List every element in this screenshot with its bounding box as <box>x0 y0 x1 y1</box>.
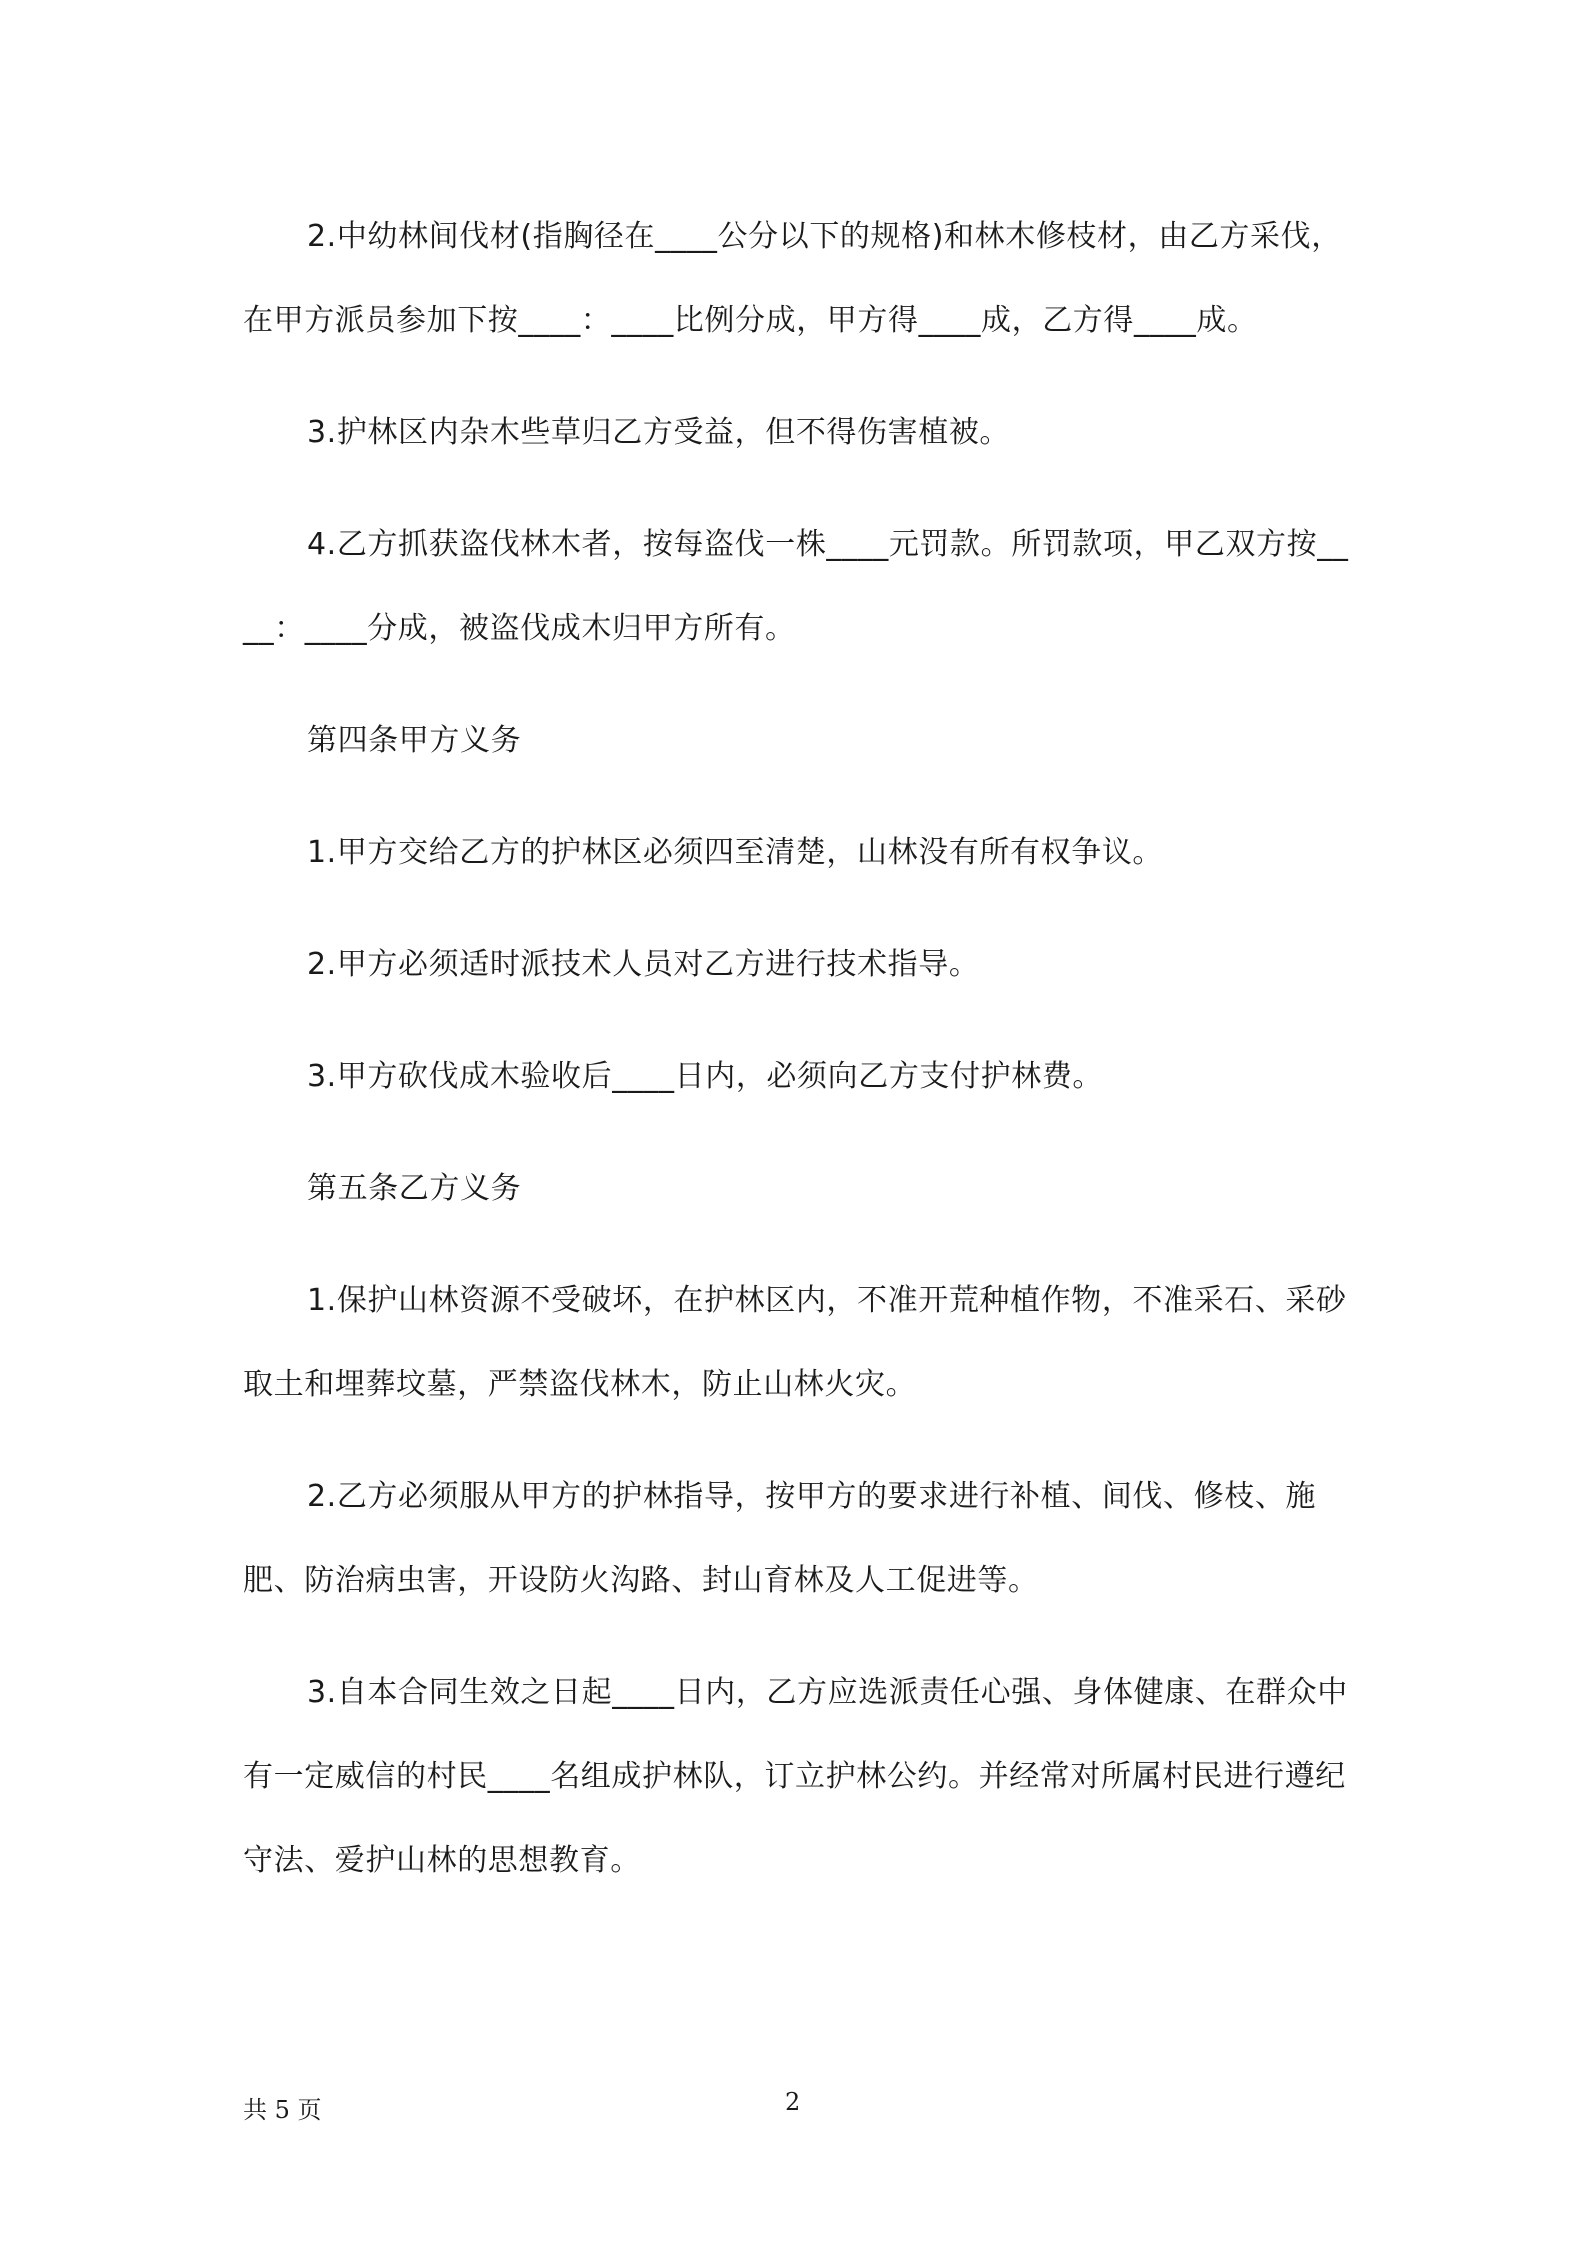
paragraph-clause-4-item-2: 2.甲方必须适时派技术人员对乙方进行技术指导。 <box>307 947 980 982</box>
section-heading-article-5: 第五条乙方义务 <box>307 1171 522 1206</box>
paragraph-clause-3-item-2: 2.中幼林间伐材(指胸径在____公分以下的规格)和林木修枝材，由乙方采伐，在甲方派员参加下按____：____比例分成，甲方得____成，乙方得____成。 <box>243 219 1342 338</box>
footer-total-pages: 共 5 页 <box>243 2096 322 2124</box>
section-heading-article-4: 第四条甲方义务 <box>307 723 522 758</box>
paragraph-clause-5-item-3: 3.自本合同生效之日起____日内，乙方应选派责任心强、身体健康、在群众中有一定威信的村民____名组成护林队，订立护林公约。并经常对所属村民进行遵纪守法、爱护山林的思想教育。 <box>243 1675 1348 1878</box>
paragraph-clause-4-item-3: 3.甲方砍伐成木验收后____日内，必须向乙方支付护林费。 <box>307 1059 1104 1094</box>
paragraph-clause-5-item-2: 2.乙方必须服从甲方的护林指导，按甲方的要求进行补植、间伐、修枝、施肥、防治病虫害，开设防火沟路、封山育林及人工促进等。 <box>243 1479 1317 1598</box>
footer-page-number: 2 <box>785 2088 801 2116</box>
paragraph-clause-3-item-4: 4.乙方抓获盗伐林木者，按每盗伐一株____元罚款。所罚款项，甲乙双方按____：____分成，被盗伐成木归甲方所有。 <box>243 527 1349 646</box>
paragraph-clause-4-item-1: 1.甲方交给乙方的护林区必须四至清楚，山林没有所有权争议。 <box>307 835 1164 870</box>
paragraph-clause-3-item-3: 3.护林区内杂木些草归乙方受益，但不得伤害植被。 <box>307 415 1011 450</box>
document-body <box>243 195 1353 1903</box>
paragraph-clause-5-item-1: 1.保护山林资源不受破坏，在护林区内，不准开荒种植作物，不准采石、采砂取土和埋葬坟墓，严禁盗伐林木，防止山林火灾。 <box>243 1283 1347 1402</box>
